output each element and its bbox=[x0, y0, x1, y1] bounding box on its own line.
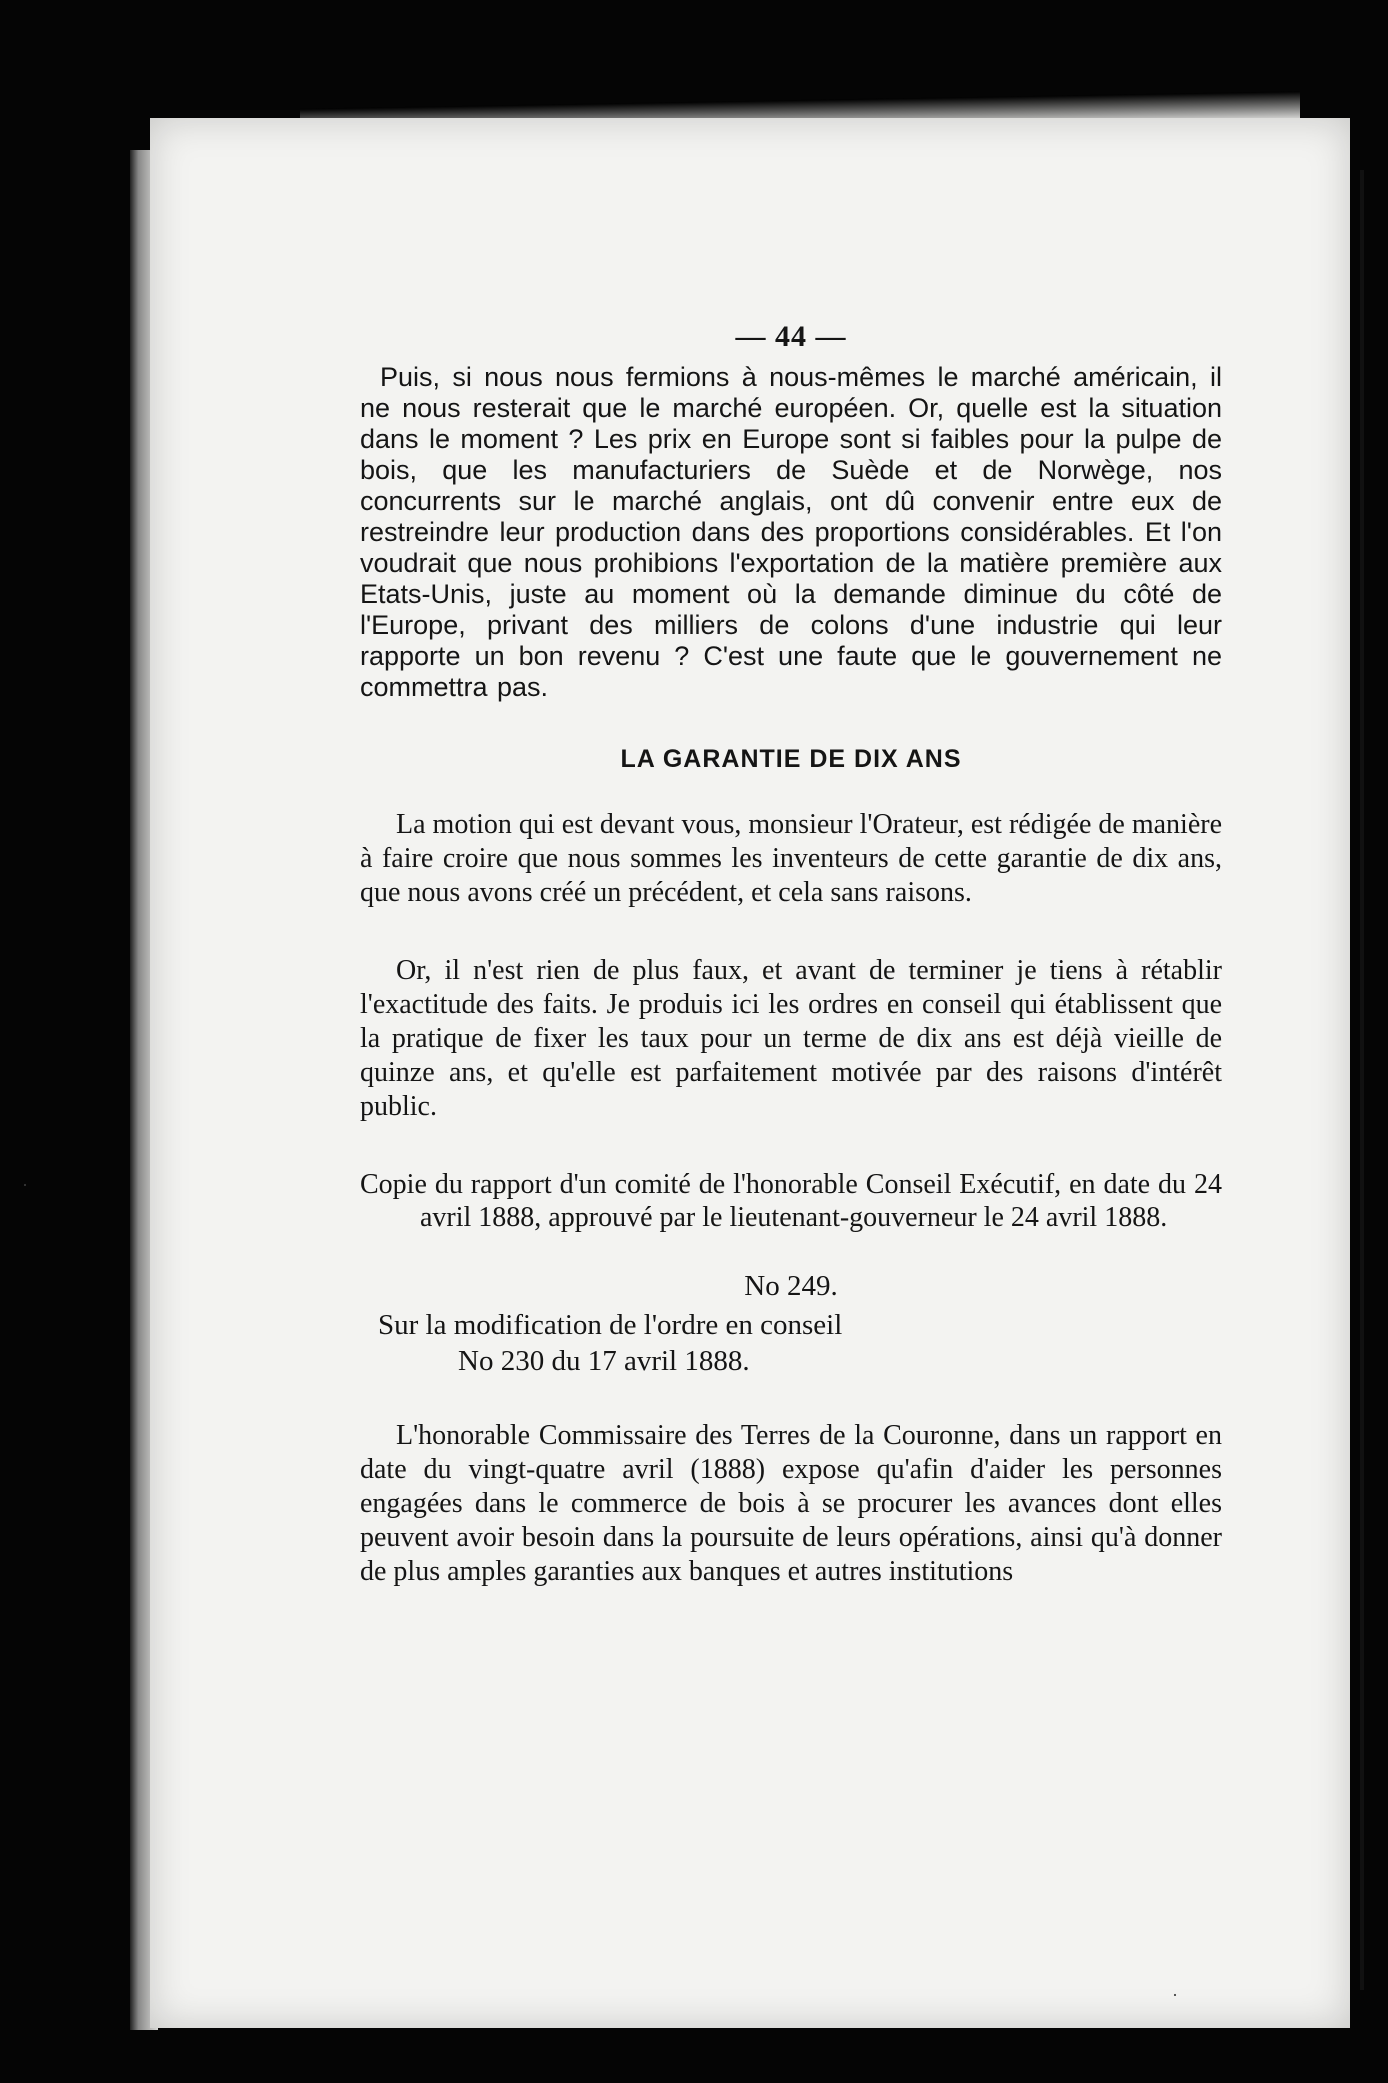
scan-speck: · bbox=[22, 1175, 28, 1195]
page-content bbox=[360, 320, 1222, 1589]
page-number: — 44 — bbox=[735, 320, 847, 353]
order-number: No 249. bbox=[744, 1270, 838, 1302]
paragraph: L'honorable Commissaire des Terres de la Couronne, dans un rapport en date du vingt-quatre avril (1888) expose qu'afin d'aider les personnes engagées dans le commerce de bois à se procurer les avances dont elles peuvent avoir besoin dans la poursuite de leurs opérations, ainsi qu'à donner de plus amples garanties aux banques et autres institutions bbox=[360, 1420, 1222, 1587]
paragraph: La motion qui est devant vous, monsieur l'Orateur, est rédigée de manière à faire croire que nous sommes les inventeurs de cette garantie de dix ans, que nous avons créé un précédent, et cela sans raisons. bbox=[360, 809, 1222, 908]
report-copy-heading: Copie du rapport d'un comité de l'honorable Conseil Exécutif, en date du 24 avril 1888, approuvé par le lieutenant-gouverneur le 24 avril 1888. bbox=[360, 1169, 1222, 1233]
section-heading: LA GARANTIE DE DIX ANS bbox=[620, 745, 962, 773]
facing-page-edge bbox=[1360, 170, 1364, 1990]
paragraph: Puis, si nous nous fermions à nous-mêmes le marché américain, il ne nous resterait que le marché européen. Or, quelle est la situation dans le moment ? Les prix en Europe sont si faibles pour la pulpe de bois, que les manufacturiers de Suède et de Norwège, nos concurrents sur le marché anglais, ont dû convenir entre eux de restreindre leur production dans des proportions considérables. Et l'on voudrait que nous prohibions l'exportation de la matière première aux Etats-Unis, juste au moment où la demande diminue du côté de l'Europe, privant des milliers de colons d'une industrie qui leur rapporte un bon revenu ? C'est une faute que le gouvernement ne commettra pas. bbox=[360, 362, 1222, 702]
order-subject-reference: No 230 du 17 avril 1888. bbox=[458, 1345, 750, 1377]
scan-speck: · bbox=[1172, 1985, 1178, 2005]
paragraph: Or, il n'est rien de plus faux, et avant de terminer je tiens à rétablir l'exactitude des faits. Je produis ici les ordres en conseil qui établissent que la pratique de fixer les taux pour un terme de dix ans est déjà vieille de quinze ans, et qu'elle est parfaitement motivée par des raisons d'intérêt public. bbox=[360, 955, 1222, 1122]
order-subject: Sur la modification de l'ordre en conseil bbox=[378, 1309, 843, 1341]
